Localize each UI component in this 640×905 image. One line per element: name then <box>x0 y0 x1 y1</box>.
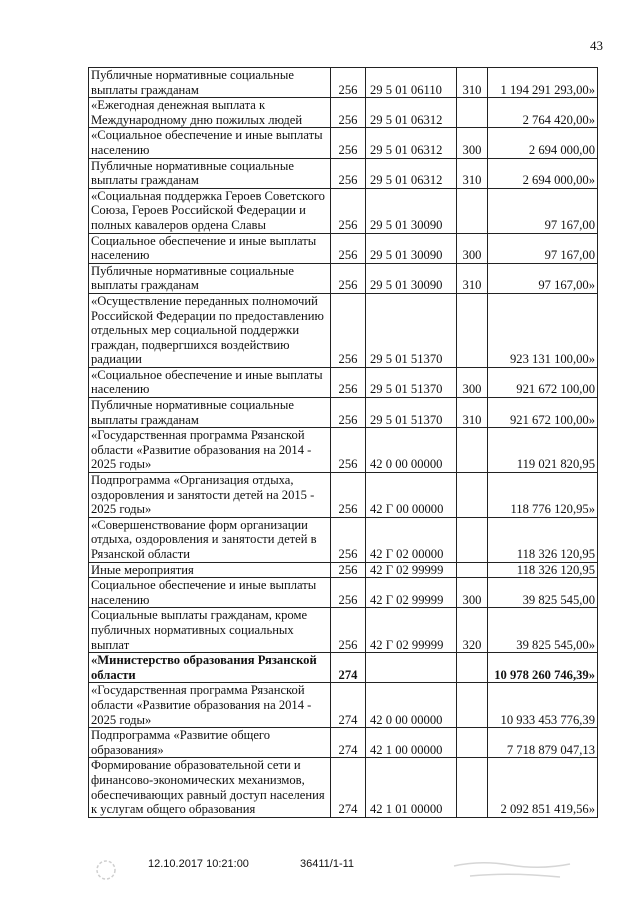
table-row <box>89 428 598 473</box>
row-csr: 42 Г 00 00000 <box>366 473 457 518</box>
row-code: 256 <box>331 98 366 128</box>
row-csr: 29 5 01 06312 <box>366 98 457 128</box>
row-name: «Ежегодная денежная выплата к Международному дню пожилых людей <box>89 98 331 128</box>
row-csr <box>366 653 457 683</box>
table-row <box>89 188 598 233</box>
row-vr <box>457 293 488 367</box>
row-csr: 42 0 00 00000 <box>366 428 457 473</box>
row-sum: 39 825 545,00 <box>488 578 598 608</box>
row-csr: 29 5 01 51370 <box>366 367 457 397</box>
row-vr <box>457 188 488 233</box>
table-row <box>89 683 598 728</box>
row-csr: 29 5 01 51370 <box>366 293 457 367</box>
row-sum: 2 694 000,00 <box>488 128 598 158</box>
row-sum: 7 718 879 047,13 <box>488 728 598 758</box>
row-vr: 300 <box>457 233 488 263</box>
row-code: 256 <box>331 517 366 562</box>
row-csr: 42 1 00 00000 <box>366 728 457 758</box>
row-csr: 29 5 01 51370 <box>366 398 457 428</box>
row-csr: 42 Г 02 00000 <box>366 517 457 562</box>
row-sum: 97 167,00 <box>488 233 598 263</box>
row-csr: 42 Г 02 99999 <box>366 608 457 653</box>
row-vr <box>457 517 488 562</box>
row-code: 256 <box>331 608 366 653</box>
row-vr <box>457 728 488 758</box>
row-vr <box>457 683 488 728</box>
row-vr <box>457 428 488 473</box>
row-code: 274 <box>331 653 366 683</box>
row-csr: 29 5 01 30090 <box>366 188 457 233</box>
row-vr: 300 <box>457 367 488 397</box>
row-sum: 10 933 453 776,39 <box>488 683 598 728</box>
row-sum: 10 978 260 746,39» <box>488 653 598 683</box>
row-code: 256 <box>331 128 366 158</box>
footer-date: 12.10.2017 10:21:00 <box>148 858 249 870</box>
row-name: Публичные нормативные социальные выплаты гражданам <box>89 263 331 293</box>
row-name: Публичные нормативные социальные выплаты гражданам <box>89 68 331 98</box>
row-name: Социальные выплаты гражданам, кроме публичных нормативных социальных выплат <box>89 608 331 653</box>
table-row <box>89 728 598 758</box>
table-row <box>89 473 598 518</box>
table-row <box>89 398 598 428</box>
row-vr: 300 <box>457 578 488 608</box>
row-code: 274 <box>331 683 366 728</box>
row-vr: 310 <box>457 263 488 293</box>
row-name: «Совершенствование форм организации отдыха, оздоровления и занятости детей в Рязанской области <box>89 517 331 562</box>
row-csr: 29 5 01 30090 <box>366 263 457 293</box>
row-code: 256 <box>331 188 366 233</box>
row-sum: 1 194 291 293,00» <box>488 68 598 98</box>
row-csr: 42 Г 02 99999 <box>366 578 457 608</box>
row-code: 256 <box>331 233 366 263</box>
table-row <box>89 128 598 158</box>
row-sum: 97 167,00 <box>488 188 598 233</box>
table-row <box>89 293 598 367</box>
budget-table <box>88 67 598 818</box>
table-row <box>89 578 598 608</box>
row-vr <box>457 473 488 518</box>
row-sum: 97 167,00» <box>488 263 598 293</box>
row-code: 256 <box>331 428 366 473</box>
row-sum: 2 764 420,00» <box>488 98 598 128</box>
row-vr <box>457 98 488 128</box>
row-csr: 29 5 01 06110 <box>366 68 457 98</box>
row-vr: 310 <box>457 158 488 188</box>
row-code: 256 <box>331 367 366 397</box>
row-vr: 310 <box>457 68 488 98</box>
row-name: «Государственная программа Рязанской области «Развитие образования на 2014 - 2025 годы» <box>89 683 331 728</box>
row-csr: 42 1 01 00000 <box>366 758 457 817</box>
row-sum: 921 672 100,00» <box>488 398 598 428</box>
row-name: Социальное обеспечение и иные выплаты населению <box>89 233 331 263</box>
row-vr: 310 <box>457 398 488 428</box>
row-csr: 29 5 01 30090 <box>366 233 457 263</box>
row-sum: 2 092 851 419,56» <box>488 758 598 817</box>
row-name: «Социальное обеспечение и иные выплаты населению <box>89 128 331 158</box>
row-sum: 2 694 000,00» <box>488 158 598 188</box>
row-code: 274 <box>331 728 366 758</box>
row-name: Подпрограмма «Организация отдыха, оздоровления и занятости детей на 2015 - 2025 годы» <box>89 473 331 518</box>
row-name: «Социальная поддержка Героев Советского Союза, Героев Российской Федерации и полных кавалеров ордена Славы <box>89 188 331 233</box>
row-code: 256 <box>331 68 366 98</box>
row-sum: 118 326 120,95 <box>488 517 598 562</box>
row-vr <box>457 653 488 683</box>
table-row <box>89 562 598 578</box>
table-row <box>89 233 598 263</box>
row-code: 256 <box>331 562 366 578</box>
table-row <box>89 758 598 817</box>
row-sum: 921 672 100,00 <box>488 367 598 397</box>
table-row <box>89 68 598 98</box>
table-row <box>89 98 598 128</box>
table-row <box>89 367 598 397</box>
row-name: «Социальное обеспечение и иные выплаты населению <box>89 367 331 397</box>
row-csr: 29 5 01 06312 <box>366 158 457 188</box>
page-number: 43 <box>590 38 603 53</box>
row-csr: 42 Г 02 99999 <box>366 562 457 578</box>
row-name: Иные мероприятия <box>89 562 331 578</box>
table-row <box>89 608 598 653</box>
row-code: 256 <box>331 473 366 518</box>
signature-mark <box>450 856 590 884</box>
row-name: Подпрограмма «Развитие общего образования» <box>89 728 331 758</box>
row-code: 256 <box>331 398 366 428</box>
row-code: 256 <box>331 578 366 608</box>
row-name: Публичные нормативные социальные выплаты гражданам <box>89 398 331 428</box>
row-vr: 300 <box>457 128 488 158</box>
row-code: 256 <box>331 263 366 293</box>
table-row <box>89 263 598 293</box>
row-name: Формирование образовательной сети и финансово-экономических механизмов, обеспечивающих равный доступ населения к услугам общего образования <box>89 758 331 817</box>
row-sum: 118 776 120,95» <box>488 473 598 518</box>
row-code: 256 <box>331 293 366 367</box>
table-row <box>89 653 598 683</box>
row-name: «Государственная программа Рязанской области «Развитие образования на 2014 - 2025 годы» <box>89 428 331 473</box>
row-vr <box>457 758 488 817</box>
row-name: Социальное обеспечение и иные выплаты населению <box>89 578 331 608</box>
row-sum: 118 326 120,95 <box>488 562 598 578</box>
row-code: 274 <box>331 758 366 817</box>
seal-mark <box>92 856 120 884</box>
row-sum: 39 825 545,00» <box>488 608 598 653</box>
row-vr <box>457 562 488 578</box>
row-vr: 320 <box>457 608 488 653</box>
table-row <box>89 158 598 188</box>
footer-doc-id: 36411/1-11 <box>300 858 355 870</box>
row-sum: 923 131 100,00» <box>488 293 598 367</box>
budget-table-body <box>89 68 598 818</box>
row-name: Публичные нормативные социальные выплаты гражданам <box>89 158 331 188</box>
row-name: «Осуществление переданных полномочий Российской Федерации по предоставлению отдельных мер социальной поддержки граждан, подвергшихся воздействию радиации <box>89 293 331 367</box>
row-csr: 29 5 01 06312 <box>366 128 457 158</box>
table-row <box>89 517 598 562</box>
row-sum: 119 021 820,95 <box>488 428 598 473</box>
row-code: 256 <box>331 158 366 188</box>
row-name: «Министерство образования Рязанской области <box>89 653 331 683</box>
row-csr: 42 0 00 00000 <box>366 683 457 728</box>
